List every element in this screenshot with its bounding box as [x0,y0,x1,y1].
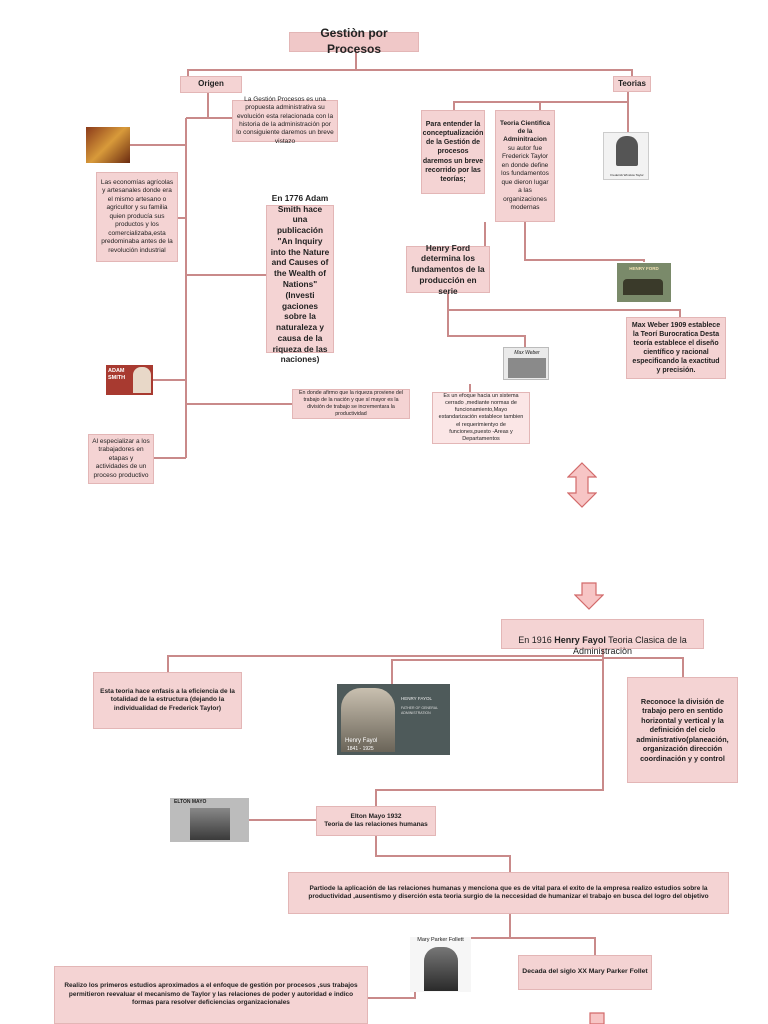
weber-image [503,347,549,380]
follett-estudios: Realizo los primeros estudios aproximados a el enfoque de gestión por procesos ,sus trabajos permitieron reevaluar el mecanismo de Taylor y las relaciones de poder y autoridad e indico formas para resolver deficiencias organizacionales [54,966,368,1024]
follett-portrait [424,947,458,991]
follett-caption: Mary Parker Follett [417,937,464,943]
elton-mayo-box: Elton Mayo 1932 Teoria de las relaciones humanas [316,806,436,836]
teorias-enfoque: Es un efoque hacia un sistema cerrado ,mediante normas de funcionamiento,Mayo estandarización establece tambien el requerimientyo de funciones,puesto -Areas y Departamentos [432,392,530,444]
origen-especializar: Al especializar a los trabajadores en etapas y actividades de un proceso productivo [88,434,154,484]
fayol-pic-years: 1841 - 1925 [347,746,374,752]
elton-mayo-caption: ELTON MAYO [174,799,207,805]
updown-arrow-icon [567,462,597,508]
adam-smith-image [106,365,153,395]
origen-riqueza: En donde afirmo que la riqueza proviene del trabajo de la nación y que sí mayor es la división de trabajo se incrementara la productividad [292,389,410,419]
max-weber-box: Max Weber 1909 establece la Teorí Burocratica Desta teoría establece el diseño científico y racional especificando la exactitud y precisión. [626,317,726,379]
weber-portrait [508,358,546,378]
ford-image [617,263,671,302]
mayo-relaciones: Partiode la aplicación de las relaciones humanas y menciona que es de vital para el exito de la empresa realizo estudios sobre la productividad ,ausentismo y diserción esta teoria surgio de la neccesidad de humanizar el trabajo en busca del logro del objetivo [288,872,729,914]
taylor-caption: Frederick Winslow Taylor [610,173,644,177]
teoria-cientifica-title: Teoria Cientifica de la Adminitracion [499,119,551,144]
fayol-book-author: HENRY FAYOL [401,696,433,701]
fayol-title [501,619,704,657]
ford-car [623,279,663,295]
origen-label: Origen [180,76,242,93]
origen-intro: La Gestión Procesos es una propuesta administrativa su evolución esta relacionada con la historia de la administración por lo consiguiente daremos un breve vistazo [232,100,338,142]
artisan-image [86,127,130,163]
teorias-label: Teorias [613,76,651,92]
down-arrow-bottom-icon [584,1012,610,1024]
taylor-image [603,132,649,180]
fayol-pic-name: Henry Fayol [345,738,378,744]
page-title: Gestiòn por Procesos [289,32,419,52]
teoria-cientifica [495,110,555,222]
teoria-cientifica-body: su autor fue Frederick Taylor en donde define los fundamentos que dieron lugar a las organizaciones modernas [501,144,549,211]
taylor-portrait [616,136,638,166]
henry-ford-box: Henry Ford determina los fundamentos de la producción en serie [406,246,490,293]
fayol-eficiencia: Esta teoria hace enfasis a la eficiencia de la totalidad de la estructura (dejando la individualidad de Frederick Taylor) [93,672,242,729]
fayol-title-prefix: En 1916 [518,634,555,645]
follett-decada: Decada del siglo XX Mary Parker Follet [518,955,652,990]
fayol-title-suffix: Teoria Clasica de la Administraciòn [572,634,687,657]
fayol-reconoce: Reconoce la división de trabajo pero en sentido horizontal y vertical y la definición del ciclo administrativo(planeación, organización dirección coordinación y y control [627,677,738,783]
follett-image [410,937,471,992]
ford-caption: HENRY FORD [629,266,659,271]
fayol-book-title: FATHER OF GENERAL ADMINISTRATION [401,706,438,715]
weber-caption: Max Weber [514,350,540,356]
fayol-title-name: Henry Fayol [554,634,606,645]
down-arrow-icon [574,582,604,610]
origen-economias: Las economías agrícolas y artesanales donde era el mismo artesano o agricultor y su familia quien producía sus productos y los comercializaba,esta predominaba antes de la revolución industrial [96,172,178,262]
fayol-image [337,684,450,755]
adam-smith-portrait [133,367,151,393]
teorias-entender: Para entender la conceptualización de la Gestión de procesos daremos un breve recorrido por las teorías; [421,110,485,194]
elton-mayo-portrait [190,808,230,840]
origen-smith-1776: En 1776 Adam Smith hace una publicación "An Inquiry into the Nature and Causes of the Wealth of Nations" (Investi gaciones sobre la naturaleza y causa de la riqueza de las naciones) [266,205,334,353]
adam-smith-caption: ADAM SMITH [108,368,126,382]
elton-mayo-image [170,798,249,842]
